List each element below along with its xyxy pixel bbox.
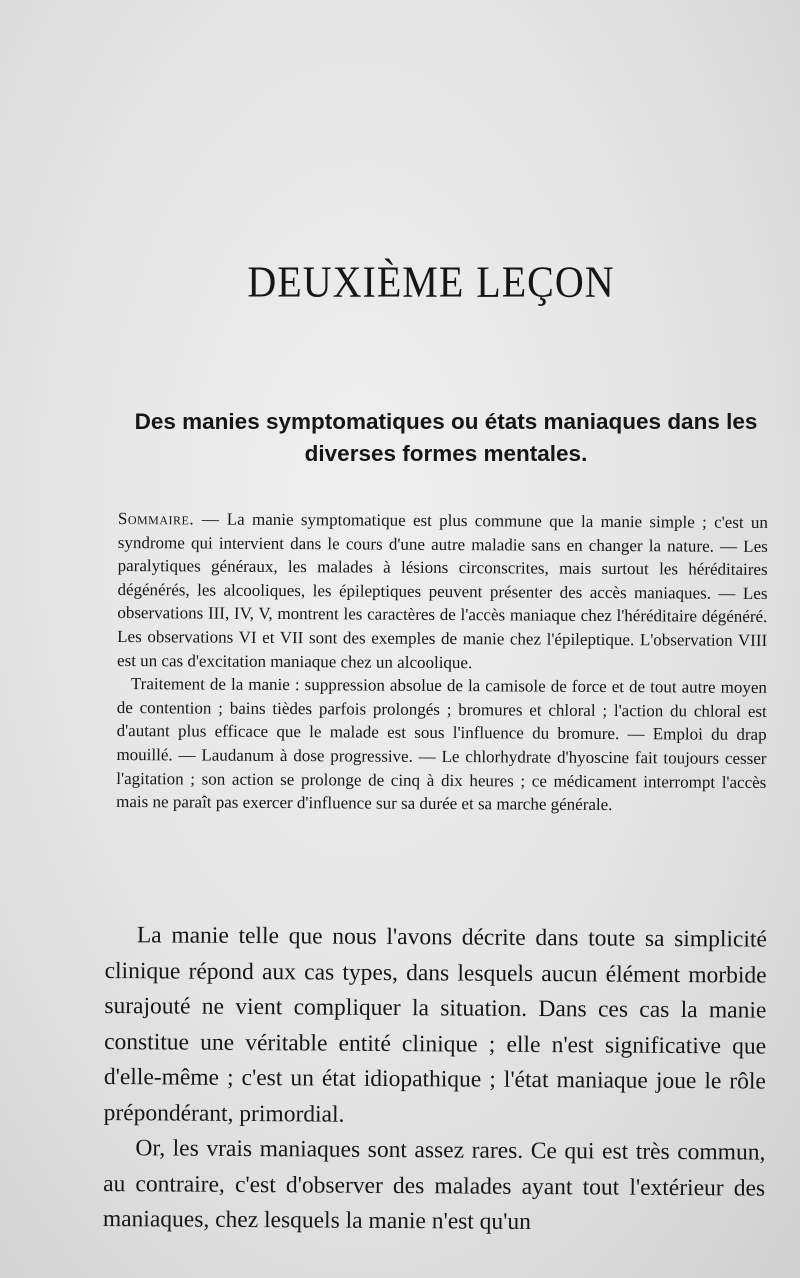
- summary-text-1: La manie symptomatique est plus commune que la manie simple ; c'est un syndrome qui intervient dans le cours d'une autre maladie sans en changer la nature. — Les paralytiques généraux, les malades à lésions circonscrites, mais surtout les héréditaires dégénérés, les alcooliques, les épileptiques peuvent présenter des accès maniaques. — Les observations III, IV, V, montrent les caractères de l'accès maniaque chez l'héréditaire dégénéré. Les observations VI et VII sont des exemples de manie chez l'épileptique. L'observation VIII est un cas d'excitation maniaque chez un alcoolique.: [117, 509, 768, 672]
- body-text: [103, 918, 767, 1242]
- chapter-title-word-2: LEÇON: [476, 256, 615, 307]
- body-paragraph-1: La manie telle que nous l'avons décrite dans toute sa simplicité clinique répond aux cas types, dans lesquels aucun élément morbide surajouté ne vient compliquer la situation. Dans ces cas la manie constitue une véritable entité clinique ; elle n'est significative que d'elle-même ; c'est un état idiopathique ; l'état maniaque joue le rôle prépondérant, primordial.: [103, 922, 767, 1128]
- summary-paragraph-2: Traitement de la manie : suppression absolue de la camisole de force et de tout autre moyen de contention ; bains tièdes parfois prolongés ; bromures et chloral ; l'action du chloral est d'autant plus efficace que le malade est sous l'influence du bromure. — Emploi du drap mouillé. — Laudanum à dose progressive. — Le chlorhydrate d'hyoscine fait toujours cesser l'agitation ; son action se prolonge de cinq à dix heures ; ce médicament interrompt l'accès mais ne paraît pas exercer d'influence sur sa durée et sa marche générale.: [116, 674, 767, 815]
- summary-lead: Sommaire. —: [117, 508, 220, 529]
- chapter-summary: [116, 507, 768, 818]
- chapter-subtitle: Des manies symptomatiques ou états maniaques dans les diverses formes mentales.: [134, 409, 758, 466]
- chapter-title-word-1: DEUXIÈME: [247, 256, 465, 307]
- chapter-title: [0, 255, 800, 308]
- summary-paragraph: [117, 507, 768, 676]
- body-paragraph-2: Or, les vrais maniaques sont assez rares. Ce qui est très commun, au contraire, c'est d'observer des malades ayant tout l'extérieur des maniaques, chez lesquels la manie n'est qu'un: [102, 1135, 766, 1235]
